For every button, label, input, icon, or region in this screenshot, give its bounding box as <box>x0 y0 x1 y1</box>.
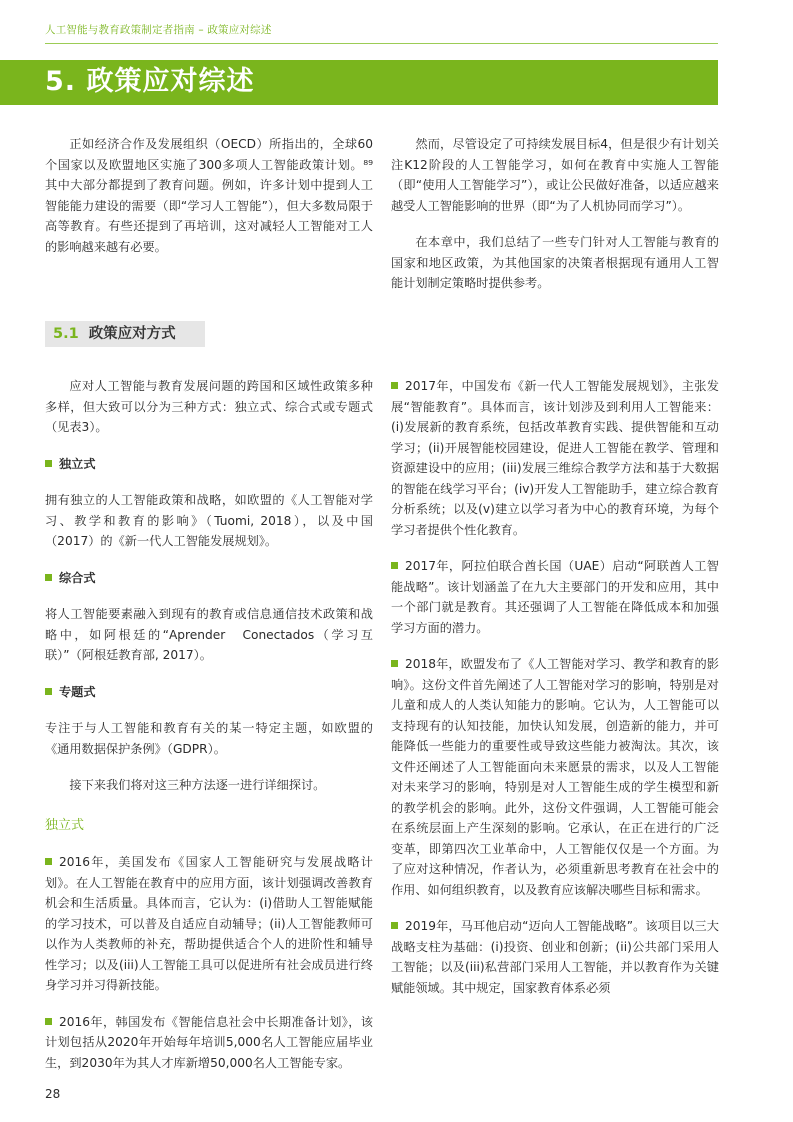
body-right-column <box>391 376 719 998</box>
bullet-square-icon <box>391 562 398 569</box>
approach-heading: 独立式 <box>45 454 373 475</box>
body-paragraph: 接下来我们将对这三种方法逐一进行详细探讨。 <box>69 778 326 792</box>
section-heading <box>53 324 176 344</box>
list-item: 2019年，马耳他启动“迈向人工智能战略”。该项目以三大战略支柱为基础：(i)投资、创业和创新；(ii)公共部门采用人工智能；以及(iii)私营部门采用人工智能，并以教育作为关键赋能领域。其中规定，国家教育体系必须 <box>391 919 719 995</box>
list-item: 2018年，欧盟发布了《人工智能对学习、教学和教育的影响》。这份文件首先阐述了人工智能对学习的影响，特别是对儿童和成人的人类认知能力的影响。它认为，人工智能可以支持现有的认知技能，加快认知发展，创造新的能力，并可能降低一些能力的重要性或导致这些能力被淘汰。其次，该文件还阐述了人工智能面向未来愿景的需求，以及人工智能对未来学习的影响，特别是对人工智能生成的学生模型和新的教学机会的影响。此外，这份文件强调，人工智能可能会在系统层面上产生深刻的影响。它承认，在正在进行的广泛变革，即第四次工业革命中，人工智能仅仅是一个方面。为了应对这种情况，作者认为，必须重新思考教育在社会中的作用、如何组织教育，以及教育应该解决哪些目标和需求。 <box>391 657 719 897</box>
approach-heading: 综合式 <box>45 568 373 589</box>
approach-text: 拥有独立的人工智能政策和战略，如欧盟的《人工智能对学习、教学和教育的影响》（Tuomi, 2018），以及中国（2017）的《新一代人工智能发展规划》。 <box>45 493 373 548</box>
body-left-column <box>45 376 373 1089</box>
intro-paragraph: 在本章中，我们总结了一些专门针对人工智能与教育的国家和地区政策，为其他国家的决策者根据现有通用人工智能计划制定策略时提供参考。 <box>391 235 719 290</box>
intro-left-column <box>45 134 373 273</box>
bullet-square-icon <box>391 660 398 667</box>
list-item: 2016年，美国发布《国家人工智能研究与发展战略计划》。在人工智能在教育中的应用方面，该计划强调改善教育机会和生活质量。具体而言，它认为：(i)借助人工智能赋能的学习技术，可以普及自适应自动辅导；(ii)人工智能教师可以作为人类教师的补充，帮助提供适合个人的进阶性和辅导性学习；以及(iii)人工智能工具可以促进所有社会成员进行终身学习并习得新技能。 <box>45 855 373 992</box>
approach-heading: 专题式 <box>45 682 373 703</box>
body-paragraph: 应对人工智能与教育发展问题的跨国和区域性政策多种多样，但大致可以分为三种方式：独立式、综合式或专题式（见表3）。 <box>45 379 373 434</box>
section-number: 5.1 <box>53 326 79 342</box>
section-title: 政策应对方式 <box>88 326 176 342</box>
bullet-square-icon <box>45 858 52 865</box>
approach-text: 将人工智能要素融入到现有的教育或信息通信技术政策和战略中，如阿根廷的“Aprender Conectados（学习互联）”（阿根廷教育部, 2017）。 <box>45 607 373 662</box>
bullet-square-icon <box>45 1018 52 1025</box>
approach-text: 专注于与人工智能和教育有关的某一特定主题，如欧盟的《通用数据保护条例》（GDPR）。 <box>45 721 373 756</box>
chapter-title: 5. 政策应对综述 <box>45 66 255 97</box>
list-item: 2016年，韩国发布《智能信息社会中长期准备计划》，该计划包括从2020年开始每年培训5,000名人工智能应届毕业生，到2030年为其人才库新增50,000名人工智能专家。 <box>45 1014 373 1070</box>
bullet-square-icon <box>45 574 52 581</box>
bullet-square-icon <box>391 382 398 389</box>
intro-right-column <box>391 134 719 310</box>
bullet-square-icon <box>45 688 52 695</box>
list-item: 2017年，中国发布《新一代人工智能发展规划》，主张发展“智能教育”。具体而言，该计划涉及到利用人工智能来：(i)发展新的教育系统，包括改革教育实践、提供智能和互动学习；(ii)开展智能校园建设，促进人工智能在教学、管理和资源建设中的应用；(iii)发展三维综合教学方法和基于大数据的智能在线学习平台；(iv)开发人工智能助手，建立综合教育分析系统；以及(v)建立以学习者为中心的教育环境，为每个学习者提供个性化教育。 <box>391 379 719 537</box>
intro-paragraph: 正如经济合作及发展组织（OECD）所指出的，全球60个国家以及欧盟地区实施了300多项人工智能政策计划。⁸⁹ 其中大部分都提到了教育问题。例如，许多计划中提到人工智能能力建设的需要（即“学习人工智能”），但大多数局限于高等教育。有些还提到了再培训，这对减轻人工智能对工人的影响越来越有必要。 <box>45 137 373 254</box>
bullet-square-icon <box>391 922 398 929</box>
subheading: 独立式 <box>45 817 85 833</box>
header-rule <box>45 43 718 44</box>
list-item: 2017年，阿拉伯联合酋长国（UAE）启动“阿联酋人工智能战略”。该计划涵盖了在九大主要部门的开发和应用，其中一个部门就是教育。其还强调了人工智能在降低成本和加强学习方面的潜力。 <box>391 559 719 635</box>
running-header: 人工智能与教育政策制定者指南 – 政策应对综述 <box>45 24 272 36</box>
page-number: 28 <box>45 1087 61 1101</box>
bullet-square-icon <box>45 460 52 467</box>
intro-paragraph: 然而，尽管设定了可持续发展目标4，但是很少有计划关注K12阶段的人工智能学习，如何在教育中实施人工智能（即“使用人工智能学习”），或让公民做好准备，以适应越来越受人工智能影响的世界（即“为了人机协同而学习”）。 <box>391 137 719 213</box>
